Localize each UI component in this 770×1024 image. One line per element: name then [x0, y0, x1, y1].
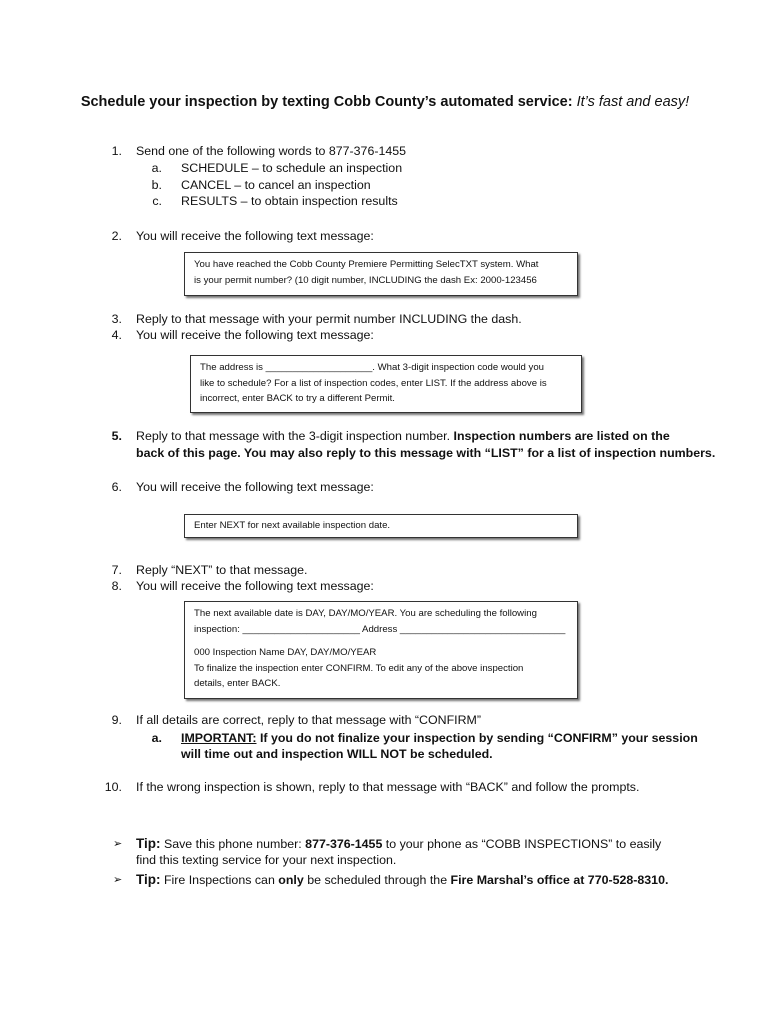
- step-number: 9.: [111, 713, 122, 727]
- step-number: 10.: [104, 780, 122, 794]
- tip-text: be scheduled through the: [307, 873, 448, 887]
- step-text: You will receive the following text message:: [136, 480, 374, 494]
- sub-bold-text: will time out and inspection WILL NOT be scheduled.: [181, 747, 493, 761]
- page-title: [0, 94, 770, 110]
- tip-text: Fire Inspections can: [163, 873, 275, 887]
- step-bold-text: Inspection numbers are listed on the: [453, 429, 670, 443]
- step-number: 3.: [111, 312, 122, 326]
- text-message-box-permit: [184, 252, 578, 296]
- sub-letter: a.: [151, 731, 162, 745]
- tip-label: Tip:: [136, 836, 161, 851]
- step-text: Send one of the following words to 877-376-1455: [136, 144, 407, 158]
- step-text: You will receive the following text message:: [136, 579, 374, 593]
- step-text: You will receive the following text message:: [136, 328, 374, 342]
- step-number: 7.: [111, 563, 122, 577]
- tip-emphasis: only: [278, 873, 304, 887]
- sub-text: CANCEL – to cancel an inspection: [181, 178, 371, 192]
- step-text: Reply to that message with your permit number INCLUDING the dash.: [136, 312, 522, 326]
- tip-text: to your phone as “COBB INSPECTIONS” to easily: [385, 837, 662, 851]
- tip-office-contact: Fire Marshal’s office at 770-528-8310.: [450, 873, 669, 887]
- step-bold-text: back of this page. You may also reply to this message with “LIST” for a list of inspection numbers.: [136, 446, 716, 460]
- message-line: inspection: ______________________ Address _______________________________: [194, 623, 566, 635]
- step-text: Reply “NEXT” to that message.: [136, 563, 308, 577]
- sub-letter: c.: [152, 194, 162, 208]
- title-tagline: It’s fast and easy!: [576, 94, 690, 110]
- step-text: Reply to that message with the 3-digit inspection number.: [136, 429, 451, 443]
- step-number: 6.: [111, 480, 122, 494]
- sub-bold-text: If you do not finalize your inspection by sending “CONFIRM” your session: [259, 731, 698, 745]
- tip-phone: 877-376-1455: [305, 837, 383, 851]
- step-number: 5.: [111, 429, 122, 443]
- arrow-bullet-icon: ➢: [113, 838, 123, 850]
- step-5-continued: [136, 445, 715, 462]
- message-line: like to schedule? For a list of inspection codes, enter LIST. If the address above is: [200, 377, 547, 389]
- step-9-sub-a-continued: [181, 746, 493, 763]
- step-text: You will receive the following text message:: [136, 229, 374, 243]
- message-line: is your permit number? (10 digit number, INCLUDING the dash Ex: 2000-123456: [194, 274, 537, 286]
- title-main: Schedule your inspection by texting Cobb County’s automated service:: [80, 94, 573, 110]
- message-line: details, enter BACK.: [194, 678, 281, 689]
- step-text: If the wrong inspection is shown, reply to that message with “BACK” and follow the prompts.: [136, 780, 640, 794]
- step-text: If all details are correct, reply to that message with “CONFIRM”: [136, 713, 481, 727]
- text-message-box-next: [184, 514, 578, 538]
- message-line: You have reached the Cobb County Premiere Permitting SelecTXT system. What: [194, 259, 539, 270]
- step-number: 8.: [111, 579, 122, 593]
- message-line: 000 Inspection Name DAY, DAY/MO/YEAR: [194, 647, 377, 658]
- sub-letter: a.: [151, 161, 162, 175]
- arrow-bullet-icon: ➢: [113, 874, 123, 886]
- tip-label: Tip:: [136, 872, 161, 887]
- sub-letter: b.: [151, 178, 162, 192]
- step-number: 4.: [111, 328, 122, 342]
- sub-text: SCHEDULE – to schedule an inspection: [181, 161, 403, 175]
- tip-1: [113, 835, 662, 853]
- step-number: 1.: [111, 144, 122, 158]
- message-line: To finalize the inspection enter CONFIRM. To edit any of the above inspection: [194, 662, 524, 674]
- message-line: Enter NEXT for next available inspection date.: [194, 520, 391, 531]
- text-message-box-address: [190, 355, 582, 413]
- tip-text: Save this phone number:: [163, 837, 302, 851]
- important-label: IMPORTANT:: [181, 731, 257, 745]
- message-line: The address is ____________________. What 3-digit inspection code would you: [200, 362, 545, 373]
- tip-2: [113, 871, 669, 889]
- sub-text: RESULTS – to obtain inspection results: [181, 194, 398, 208]
- tip-text: find this texting service for your next inspection.: [136, 853, 397, 867]
- message-line: incorrect, enter BACK to try a different Permit.: [200, 393, 395, 404]
- step-number: 2.: [111, 229, 122, 243]
- message-line: The next available date is DAY, DAY/MO/YEAR. You are scheduling the following: [194, 608, 537, 619]
- tip-1-continued: [136, 852, 396, 869]
- text-message-box-confirm: [184, 601, 578, 699]
